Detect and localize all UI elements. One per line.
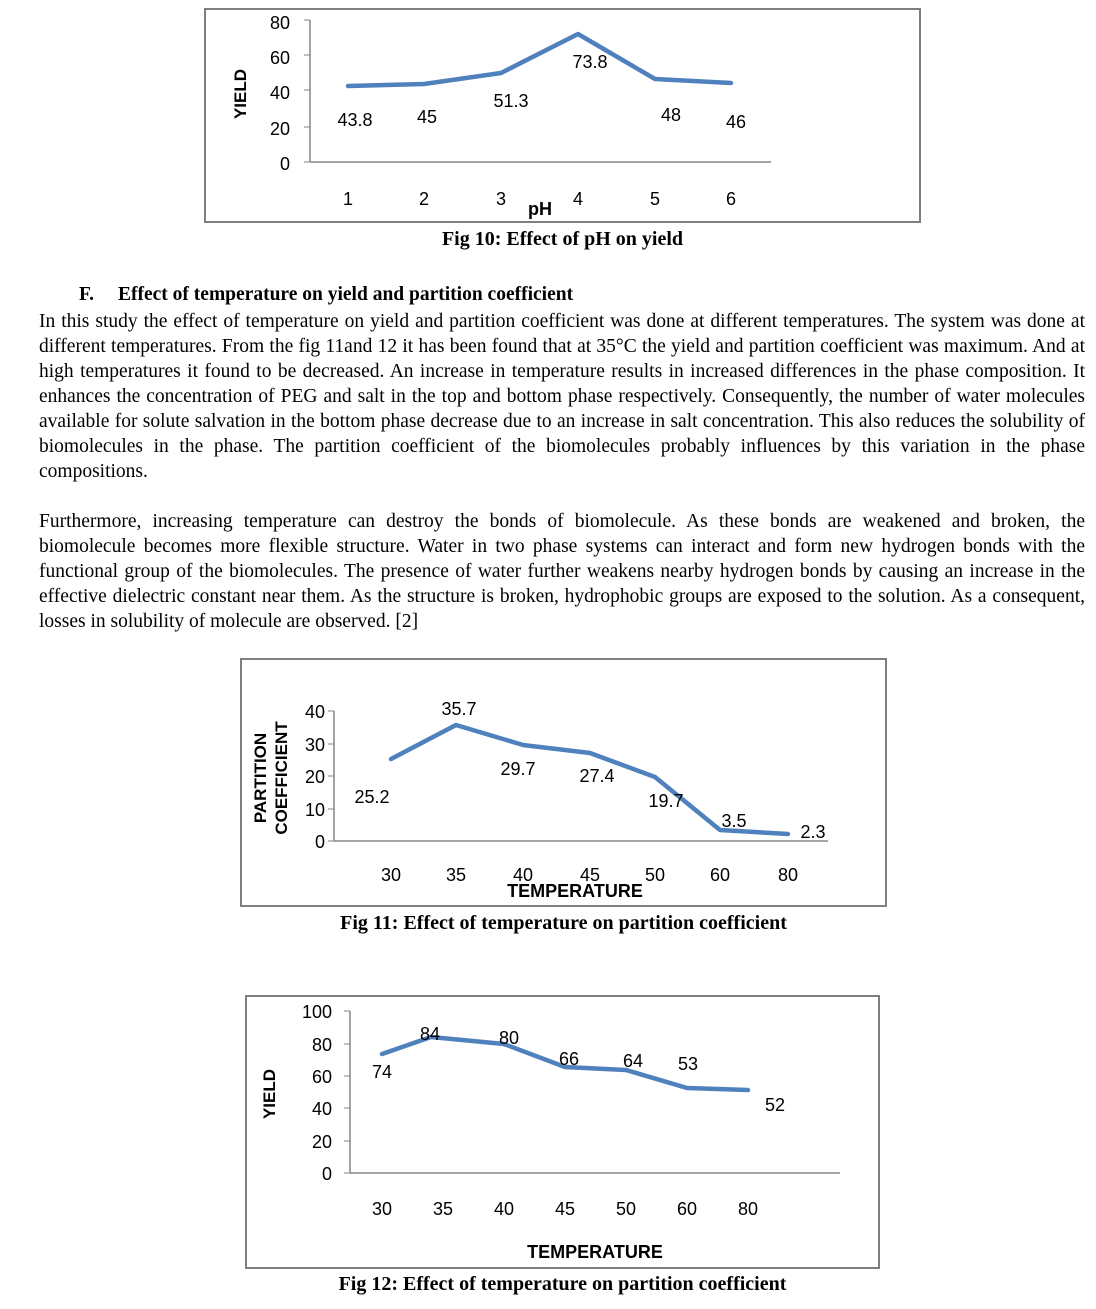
fig11-chart bbox=[240, 658, 887, 907]
fig11-caption: Fig 11: Effect of temperature on partition coefficient bbox=[340, 912, 787, 934]
fig11-xtick: 35 bbox=[445, 865, 467, 885]
fig11-plot bbox=[242, 660, 889, 909]
fig11-data-label: 35.7 bbox=[441, 699, 477, 719]
fig11-ytick: 40 bbox=[304, 702, 325, 722]
fig11-data-label: 3.5 bbox=[721, 811, 747, 831]
fig10-caption: Fig 10: Effect of pH on yield bbox=[441, 228, 684, 250]
fig10-data-label: 51.3 bbox=[493, 91, 529, 111]
fig12-caption: Fig 12: Effect of temperature on partition coefficient bbox=[338, 1273, 787, 1295]
fig10-plot bbox=[206, 10, 923, 225]
fig12-xtick: 45 bbox=[554, 1199, 576, 1219]
fig12-xtick: 60 bbox=[676, 1199, 698, 1219]
fig10-ytick: 20 bbox=[269, 119, 290, 139]
fig10-xtick: 5 bbox=[649, 189, 661, 209]
fig10-xtick: 2 bbox=[418, 189, 430, 209]
fig12-ytick: 80 bbox=[311, 1035, 332, 1055]
fig12-ytick: 60 bbox=[311, 1067, 332, 1087]
fig12-data-label: 53 bbox=[677, 1054, 699, 1074]
fig10-data-label: 43.8 bbox=[337, 110, 373, 130]
fig12-xtick: 80 bbox=[737, 1199, 759, 1219]
fig10-ytick: 60 bbox=[269, 48, 290, 68]
fig11-xtick: 50 bbox=[644, 865, 666, 885]
fig12-data-label: 52 bbox=[764, 1095, 786, 1115]
fig12-y-label: YIELD bbox=[260, 1068, 279, 1120]
fig11-ytick: 10 bbox=[304, 800, 325, 820]
fig11-xtick: 60 bbox=[709, 865, 731, 885]
fig12-xtick: 35 bbox=[432, 1199, 454, 1219]
fig11-y-label-line2: COEFFICIENT bbox=[272, 721, 291, 835]
fig10-xtick: 3 bbox=[495, 189, 507, 209]
fig11-xtick: 80 bbox=[777, 865, 799, 885]
fig12-ytick: 100 bbox=[301, 1002, 332, 1022]
fig12-ytick: 20 bbox=[311, 1132, 332, 1152]
fig12-data-label: 80 bbox=[498, 1028, 520, 1048]
fig12-ytick: 0 bbox=[321, 1164, 332, 1184]
body-paragraph-1: In this study the effect of temperature on yield and partition coefficient was done at different temperatures. The system was done at different temperatures. From the fig 11and 12 it has been found that at 35°C the yield and partition coefficient was maximum. And at high temperatures it found to be decreased. An increase in temperature results in increased differences in the phase composition. It enhances the concentration of PEG and salt in the top and bottom phase respectively. Consequently, the number of water molecules available for solute salvation in the bottom phase decrease due to an increase in salt concentration. This also reduces the solubility of biomolecules in the phase. The partition coefficient of the biomolecules probably influences by this variation in the phase compositions. bbox=[39, 311, 1085, 482]
fig11-x-label: TEMPERATURE bbox=[507, 881, 643, 901]
fig10-ytick: 40 bbox=[269, 83, 290, 103]
fig12-plot bbox=[247, 997, 882, 1271]
fig10-data-label: 73.8 bbox=[572, 52, 608, 72]
fig11-xtick: 30 bbox=[380, 865, 402, 885]
fig11-xtick: 40 bbox=[512, 865, 534, 885]
fig12-xtick: 50 bbox=[615, 1199, 637, 1219]
fig11-ytick: 30 bbox=[304, 735, 325, 755]
fig10-data-label: 48 bbox=[660, 105, 682, 125]
fig10-data-label: 45 bbox=[416, 107, 438, 127]
fig12-data-label: 74 bbox=[371, 1062, 393, 1082]
fig12-ytick: 40 bbox=[311, 1099, 332, 1119]
fig10-ytick: 0 bbox=[279, 154, 290, 174]
fig11-data-label: 2.3 bbox=[800, 822, 826, 842]
fig10-y-label: YIELD bbox=[231, 68, 250, 120]
body-paragraph-2: Furthermore, increasing temperature can destroy the bonds of biomolecule. As these bonds are weakened and broken, the biomolecule becomes more flexible structure. Water in two phase systems can interact and form new hydrogen bonds with the functional group of the biomolecules. The presence of water further weakens nearby hydrogen bonds by causing an increase in the effective dielectric constant near them. As the structure is broken, hydrophobic groups are exposed to the solution. As a consequent, losses in solubility of molecule are observed. [2] bbox=[39, 511, 1085, 632]
fig11-data-label: 29.7 bbox=[500, 759, 536, 779]
fig10-xtick: 6 bbox=[725, 189, 737, 209]
fig11-y-label-line1: PARTITION bbox=[251, 732, 270, 824]
fig11-ytick: 20 bbox=[304, 767, 325, 787]
fig11-ytick: 0 bbox=[314, 832, 325, 852]
fig11-data-label: 25.2 bbox=[354, 787, 390, 807]
fig11-data-label: 19.7 bbox=[648, 791, 684, 811]
fig12-xtick: 30 bbox=[371, 1199, 393, 1219]
fig12-data-label: 64 bbox=[622, 1051, 644, 1071]
fig10-ytick: 80 bbox=[269, 13, 290, 33]
fig10-xtick: 4 bbox=[572, 189, 584, 209]
fig10-data-label: 46 bbox=[725, 112, 747, 132]
fig12-xtick: 40 bbox=[493, 1199, 515, 1219]
fig12-data-label: 84 bbox=[419, 1024, 441, 1044]
fig10-xtick: 1 bbox=[342, 189, 354, 209]
fig11-xtick: 45 bbox=[579, 865, 601, 885]
section-number: F. bbox=[79, 284, 94, 305]
section-heading bbox=[79, 284, 573, 306]
fig10-chart bbox=[204, 8, 921, 223]
section-title: Effect of temperature on yield and partition coefficient bbox=[118, 284, 574, 305]
fig11-data-label: 27.4 bbox=[579, 766, 615, 786]
fig12-data-label: 66 bbox=[558, 1049, 580, 1069]
fig12-x-label: TEMPERATURE bbox=[527, 1242, 663, 1262]
fig12-chart bbox=[245, 995, 880, 1269]
fig10-series-line bbox=[348, 34, 731, 86]
fig10-x-label: pH bbox=[528, 199, 552, 219]
